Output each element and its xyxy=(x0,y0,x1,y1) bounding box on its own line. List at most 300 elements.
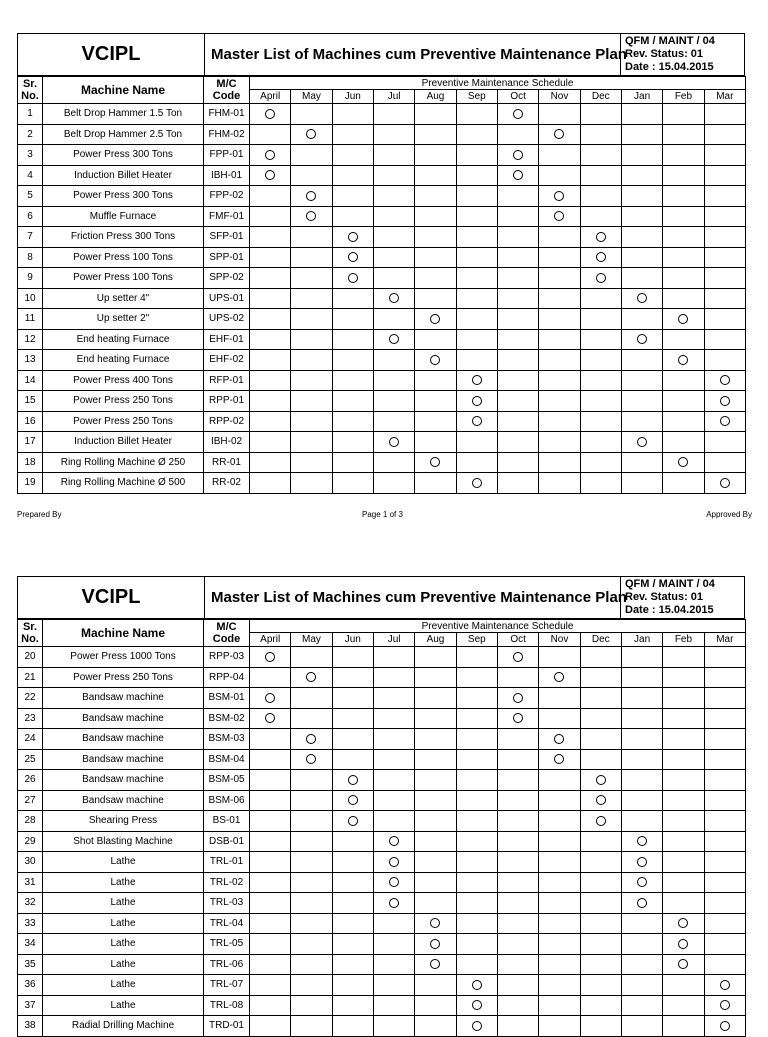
scheduled-marker-icon xyxy=(554,754,564,764)
month-header-jun: Jun xyxy=(332,90,373,104)
schedule-cell-april xyxy=(250,872,291,893)
schedule-cell-jun xyxy=(332,790,373,811)
scheduled-marker-icon xyxy=(265,150,275,160)
schedule-cell-may xyxy=(291,391,332,412)
scheduled-marker-icon xyxy=(513,150,523,160)
schedule-cell-dec xyxy=(580,247,621,268)
schedule-cell-sep xyxy=(456,708,497,729)
schedule-cell-jul xyxy=(373,1016,414,1037)
scheduled-marker-icon xyxy=(265,693,275,703)
sr-no-cell: 28 xyxy=(18,811,43,832)
scheduled-marker-icon xyxy=(678,939,688,949)
table-row xyxy=(18,995,746,1016)
schedule-cell-feb xyxy=(663,913,704,934)
sr-no-cell: 32 xyxy=(18,893,43,914)
schedule-cell-april xyxy=(250,391,291,412)
mc-code-cell: RPP-02 xyxy=(204,411,250,432)
mc-code-cell: TRL-04 xyxy=(204,913,250,934)
schedule-cell-dec xyxy=(580,288,621,309)
schedule-cell-nov xyxy=(539,268,580,289)
schedule-cell-jun xyxy=(332,831,373,852)
schedule-cell-april xyxy=(250,770,291,791)
machine-name-cell: Induction Billet Heater xyxy=(43,432,204,453)
schedule-cell-nov xyxy=(539,913,580,934)
machine-name-cell: Up setter 2" xyxy=(43,309,204,330)
schedule-cell-april xyxy=(250,227,291,248)
schedule-cell-may xyxy=(291,206,332,227)
scheduled-marker-icon xyxy=(306,734,316,744)
schedule-cell-april xyxy=(250,1016,291,1037)
schedule-cell-aug xyxy=(415,852,456,873)
schedule-cell-oct xyxy=(497,350,538,371)
schedule-cell-feb xyxy=(663,811,704,832)
schedule-cell-jul xyxy=(373,288,414,309)
schedule-cell-jun xyxy=(332,852,373,873)
schedule-cell-sep xyxy=(456,227,497,248)
scheduled-marker-icon xyxy=(265,713,275,723)
schedule-cell-feb xyxy=(663,268,704,289)
schedule-cell-april xyxy=(250,124,291,145)
month-header-nov: Nov xyxy=(539,90,580,104)
machine-name-cell: Bandsaw machine xyxy=(43,729,204,750)
sr-no-cell: 38 xyxy=(18,1016,43,1037)
schedule-cell-feb xyxy=(663,145,704,166)
schedule-cell-feb xyxy=(663,954,704,975)
month-header-aug: Aug xyxy=(415,633,456,647)
schedule-cell-april xyxy=(250,913,291,934)
schedule-cell-jan xyxy=(621,473,662,494)
table-row xyxy=(18,206,746,227)
schedule-cell-feb xyxy=(663,872,704,893)
scheduled-marker-icon xyxy=(430,918,440,928)
schedule-cell-jan xyxy=(621,934,662,955)
doc-date: Date : 15.04.2015 xyxy=(625,61,714,73)
schedule-cell-dec xyxy=(580,688,621,709)
schedule-cell-oct xyxy=(497,995,538,1016)
schedule-cell-aug xyxy=(415,749,456,770)
schedule-cell-mar xyxy=(704,688,745,709)
schedule-cell-sep xyxy=(456,124,497,145)
month-header-jun: Jun xyxy=(332,633,373,647)
schedule-cell-feb xyxy=(663,309,704,330)
schedule-cell-jul xyxy=(373,432,414,453)
machine-name-cell: Lathe xyxy=(43,954,204,975)
schedule-cell-oct xyxy=(497,165,538,186)
scheduled-marker-icon xyxy=(265,652,275,662)
company-name: VCIPL xyxy=(18,577,205,618)
schedule-cell-april xyxy=(250,186,291,207)
schedule-cell-sep xyxy=(456,893,497,914)
schedule-cell-jul xyxy=(373,975,414,996)
schedule-cell-mar xyxy=(704,995,745,1016)
mc-code-cell: TRL-08 xyxy=(204,995,250,1016)
schedule-cell-april xyxy=(250,473,291,494)
schedule-cell-oct xyxy=(497,975,538,996)
mc-code-cell: BSM-06 xyxy=(204,790,250,811)
schedule-cell-jan xyxy=(621,954,662,975)
machine-name-cell: Lathe xyxy=(43,934,204,955)
month-header-sep: Sep xyxy=(456,90,497,104)
schedule-cell-oct xyxy=(497,954,538,975)
schedule-cell-april xyxy=(250,790,291,811)
machine-name-cell: Shot Blasting Machine xyxy=(43,831,204,852)
doc-ref: QFM / MAINT / 04 xyxy=(625,578,715,590)
mc-code-cell: RPP-03 xyxy=(204,647,250,668)
schedule-cell-jun xyxy=(332,1016,373,1037)
schedule-cell-oct xyxy=(497,913,538,934)
table-row xyxy=(18,913,746,934)
table-row xyxy=(18,954,746,975)
sr-no-cell: 33 xyxy=(18,913,43,934)
schedule-cell-jun xyxy=(332,473,373,494)
schedule-cell-oct xyxy=(497,186,538,207)
schedule-cell-jun xyxy=(332,770,373,791)
schedule-cell-nov xyxy=(539,975,580,996)
schedule-cell-dec xyxy=(580,749,621,770)
schedule-cell-nov xyxy=(539,1016,580,1037)
document-meta xyxy=(621,34,744,75)
scheduled-marker-icon xyxy=(637,877,647,887)
mc-code-cell: IBH-02 xyxy=(204,432,250,453)
machine-name-header: Machine Name xyxy=(43,77,204,104)
scheduled-marker-icon xyxy=(348,816,358,826)
scheduled-marker-icon xyxy=(513,170,523,180)
schedule-cell-jan xyxy=(621,913,662,934)
schedule-cell-oct xyxy=(497,206,538,227)
schedule-cell-dec xyxy=(580,329,621,350)
month-header-feb: Feb xyxy=(663,90,704,104)
machine-name-cell: Power Press 250 Tons xyxy=(43,667,204,688)
schedule-cell-dec xyxy=(580,227,621,248)
page-number: Page 1 of 3 xyxy=(362,510,403,519)
schedule-cell-jun xyxy=(332,227,373,248)
schedule-cell-april xyxy=(250,667,291,688)
schedule-cell-jan xyxy=(621,790,662,811)
schedule-cell-may xyxy=(291,124,332,145)
mc-code-cell: SPP-01 xyxy=(204,247,250,268)
schedule-header: Preventive Maintenance Schedule xyxy=(250,77,746,90)
schedule-cell-nov xyxy=(539,145,580,166)
schedule-cell-oct xyxy=(497,647,538,668)
sr-no-cell: 26 xyxy=(18,770,43,791)
schedule-cell-jul xyxy=(373,729,414,750)
schedule-cell-nov xyxy=(539,473,580,494)
schedule-cell-dec xyxy=(580,708,621,729)
table-row xyxy=(18,370,746,391)
schedule-cell-may xyxy=(291,309,332,330)
schedule-cell-jan xyxy=(621,749,662,770)
month-header-jan: Jan xyxy=(621,633,662,647)
scheduled-marker-icon xyxy=(306,672,316,682)
scheduled-marker-icon xyxy=(265,109,275,119)
scheduled-marker-icon xyxy=(596,273,606,283)
sr-no-cell: 22 xyxy=(18,688,43,709)
schedule-cell-nov xyxy=(539,247,580,268)
schedule-cell-feb xyxy=(663,729,704,750)
schedule-cell-jan xyxy=(621,729,662,750)
schedule-cell-jan xyxy=(621,206,662,227)
schedule-cell-may xyxy=(291,411,332,432)
scheduled-marker-icon xyxy=(513,652,523,662)
table-row xyxy=(18,811,746,832)
scheduled-marker-icon xyxy=(306,211,316,221)
scheduled-marker-icon xyxy=(637,857,647,867)
schedule-cell-april xyxy=(250,452,291,473)
schedule-cell-oct xyxy=(497,268,538,289)
sr-no-cell: 10 xyxy=(18,288,43,309)
schedule-cell-dec xyxy=(580,124,621,145)
schedule-cell-feb xyxy=(663,391,704,412)
schedule-cell-oct xyxy=(497,749,538,770)
sr-no-cell: 16 xyxy=(18,411,43,432)
machine-name-cell: Power Press 250 Tons xyxy=(43,391,204,412)
schedule-cell-jan xyxy=(621,247,662,268)
schedule-cell-jul xyxy=(373,913,414,934)
schedule-cell-aug xyxy=(415,790,456,811)
sr-no-cell: 8 xyxy=(18,247,43,268)
machine-name-cell: End heating Furnace xyxy=(43,329,204,350)
table-row xyxy=(18,329,746,350)
document-title: Master List of Machines cum Preventive Maintenance Plan xyxy=(205,34,621,75)
schedule-cell-may xyxy=(291,770,332,791)
schedule-cell-jun xyxy=(332,708,373,729)
schedule-cell-jan xyxy=(621,831,662,852)
schedule-cell-nov xyxy=(539,647,580,668)
schedule-cell-may xyxy=(291,811,332,832)
machine-name-header: Machine Name xyxy=(43,620,204,647)
scheduled-marker-icon xyxy=(472,980,482,990)
schedule-cell-dec xyxy=(580,811,621,832)
schedule-cell-oct xyxy=(497,790,538,811)
schedule-cell-mar xyxy=(704,288,745,309)
schedule-cell-dec xyxy=(580,309,621,330)
sr-no-cell: 17 xyxy=(18,432,43,453)
schedule-cell-jan xyxy=(621,893,662,914)
schedule-cell-jan xyxy=(621,165,662,186)
month-header-aug: Aug xyxy=(415,90,456,104)
schedule-cell-april xyxy=(250,309,291,330)
schedule-cell-feb xyxy=(663,370,704,391)
scheduled-marker-icon xyxy=(389,437,399,447)
sr-no-cell: 6 xyxy=(18,206,43,227)
scheduled-marker-icon xyxy=(637,334,647,344)
schedule-cell-jun xyxy=(332,729,373,750)
schedule-cell-aug xyxy=(415,104,456,125)
schedule-cell-april xyxy=(250,411,291,432)
scheduled-marker-icon xyxy=(472,375,482,385)
schedule-cell-jul xyxy=(373,811,414,832)
table-row xyxy=(18,872,746,893)
schedule-cell-jan xyxy=(621,268,662,289)
schedule-cell-dec xyxy=(580,186,621,207)
schedule-cell-jun xyxy=(332,391,373,412)
schedule-cell-jul xyxy=(373,309,414,330)
schedule-cell-april xyxy=(250,165,291,186)
schedule-cell-nov xyxy=(539,872,580,893)
schedule-cell-jun xyxy=(332,913,373,934)
mc-code-cell: RR-01 xyxy=(204,452,250,473)
schedule-cell-jun xyxy=(332,934,373,955)
schedule-cell-dec xyxy=(580,913,621,934)
schedule-cell-may xyxy=(291,165,332,186)
schedule-cell-oct xyxy=(497,770,538,791)
schedule-cell-mar xyxy=(704,247,745,268)
table-row xyxy=(18,708,746,729)
doc-ref: QFM / MAINT / 04 xyxy=(625,35,715,47)
schedule-cell-jun xyxy=(332,186,373,207)
schedule-cell-mar xyxy=(704,165,745,186)
sr-no-cell: 3 xyxy=(18,145,43,166)
month-header-sep: Sep xyxy=(456,633,497,647)
schedule-cell-jun xyxy=(332,688,373,709)
schedule-cell-dec xyxy=(580,770,621,791)
schedule-cell-oct xyxy=(497,872,538,893)
month-header-jul: Jul xyxy=(373,633,414,647)
schedule-cell-mar xyxy=(704,1016,745,1037)
document-meta xyxy=(621,577,744,618)
schedule-cell-jun xyxy=(332,667,373,688)
schedule-cell-aug xyxy=(415,688,456,709)
schedule-cell-nov xyxy=(539,452,580,473)
schedule-cell-dec xyxy=(580,268,621,289)
schedule-cell-feb xyxy=(663,288,704,309)
schedule-cell-april xyxy=(250,688,291,709)
schedule-cell-sep xyxy=(456,145,497,166)
machine-name-cell: Radial Drilling Machine xyxy=(43,1016,204,1037)
schedule-cell-feb xyxy=(663,667,704,688)
mc-code-cell: SFP-01 xyxy=(204,227,250,248)
machine-name-cell: Power Press 100 Tons xyxy=(43,247,204,268)
company-name: VCIPL xyxy=(18,34,205,75)
schedule-cell-dec xyxy=(580,452,621,473)
schedule-cell-mar xyxy=(704,309,745,330)
scheduled-marker-icon xyxy=(596,816,606,826)
schedule-cell-feb xyxy=(663,124,704,145)
schedule-cell-jun xyxy=(332,309,373,330)
sheet-page-1 xyxy=(17,33,745,494)
rev-status: Rev. Status: 01 xyxy=(625,48,704,60)
schedule-cell-jan xyxy=(621,688,662,709)
table-row xyxy=(18,411,746,432)
schedule-cell-sep xyxy=(456,729,497,750)
schedule-cell-nov xyxy=(539,708,580,729)
schedule-cell-dec xyxy=(580,145,621,166)
sr-no-cell: 29 xyxy=(18,831,43,852)
schedule-cell-april xyxy=(250,268,291,289)
schedule-cell-may xyxy=(291,954,332,975)
schedule-cell-jun xyxy=(332,432,373,453)
table-row xyxy=(18,934,746,955)
machine-name-cell: Bandsaw machine xyxy=(43,749,204,770)
schedule-cell-jun xyxy=(332,975,373,996)
schedule-cell-nov xyxy=(539,893,580,914)
schedule-cell-sep xyxy=(456,350,497,371)
schedule-cell-sep xyxy=(456,995,497,1016)
schedule-cell-dec xyxy=(580,872,621,893)
schedule-cell-aug xyxy=(415,913,456,934)
month-header-may: May xyxy=(291,90,332,104)
schedule-cell-nov xyxy=(539,934,580,955)
scheduled-marker-icon xyxy=(389,857,399,867)
schedule-cell-feb xyxy=(663,206,704,227)
schedule-cell-aug xyxy=(415,729,456,750)
schedule-cell-oct xyxy=(497,104,538,125)
schedule-cell-jun xyxy=(332,452,373,473)
schedule-cell-nov xyxy=(539,667,580,688)
scheduled-marker-icon xyxy=(554,672,564,682)
mc-code-cell: TRL-07 xyxy=(204,975,250,996)
schedule-cell-jan xyxy=(621,852,662,873)
sr-no-cell: 30 xyxy=(18,852,43,873)
schedule-cell-jan xyxy=(621,770,662,791)
machine-name-cell: Up setter 4" xyxy=(43,288,204,309)
schedule-cell-jul xyxy=(373,954,414,975)
schedule-cell-jul xyxy=(373,452,414,473)
schedule-cell-feb xyxy=(663,227,704,248)
schedule-cell-may xyxy=(291,1016,332,1037)
sr-no-cell: 14 xyxy=(18,370,43,391)
mc-code-cell: BSM-01 xyxy=(204,688,250,709)
schedule-cell-sep xyxy=(456,770,497,791)
schedule-cell-jul xyxy=(373,247,414,268)
machine-name-cell: Ring Rolling Machine Ø 500 xyxy=(43,473,204,494)
schedule-cell-dec xyxy=(580,206,621,227)
schedule-cell-jul xyxy=(373,790,414,811)
machine-name-cell: Muffle Furnace xyxy=(43,206,204,227)
schedule-cell-feb xyxy=(663,790,704,811)
schedule-cell-feb xyxy=(663,247,704,268)
schedule-cell-sep xyxy=(456,688,497,709)
schedule-cell-jan xyxy=(621,975,662,996)
schedule-cell-oct xyxy=(497,247,538,268)
schedule-cell-mar xyxy=(704,227,745,248)
maintenance-table xyxy=(17,619,746,1037)
schedule-cell-oct xyxy=(497,1016,538,1037)
schedule-cell-aug xyxy=(415,995,456,1016)
schedule-cell-aug xyxy=(415,411,456,432)
table-row xyxy=(18,165,746,186)
schedule-cell-sep xyxy=(456,647,497,668)
machine-name-cell: Lathe xyxy=(43,893,204,914)
machine-name-cell: Belt Drop Hammer 2.5 Ton xyxy=(43,124,204,145)
mc-code-cell: UPS-01 xyxy=(204,288,250,309)
machine-name-cell: Lathe xyxy=(43,852,204,873)
schedule-cell-aug xyxy=(415,934,456,955)
schedule-cell-nov xyxy=(539,124,580,145)
mc-code-cell: FHM-01 xyxy=(204,104,250,125)
schedule-cell-jun xyxy=(332,411,373,432)
sr-no-cell: 11 xyxy=(18,309,43,330)
schedule-cell-nov xyxy=(539,852,580,873)
schedule-cell-jun xyxy=(332,288,373,309)
schedule-cell-oct xyxy=(497,708,538,729)
sr-no-cell: 1 xyxy=(18,104,43,125)
table-row xyxy=(18,309,746,330)
scheduled-marker-icon xyxy=(430,314,440,324)
schedule-cell-jan xyxy=(621,1016,662,1037)
table-row xyxy=(18,749,746,770)
schedule-cell-jan xyxy=(621,647,662,668)
schedule-cell-april xyxy=(250,954,291,975)
sr-no-cell: 31 xyxy=(18,872,43,893)
schedule-cell-jul xyxy=(373,647,414,668)
schedule-cell-april xyxy=(250,104,291,125)
schedule-cell-dec xyxy=(580,647,621,668)
schedule-cell-mar xyxy=(704,811,745,832)
mc-code-cell: DSB-01 xyxy=(204,831,250,852)
schedule-cell-jul xyxy=(373,688,414,709)
mc-code-cell: BSM-05 xyxy=(204,770,250,791)
